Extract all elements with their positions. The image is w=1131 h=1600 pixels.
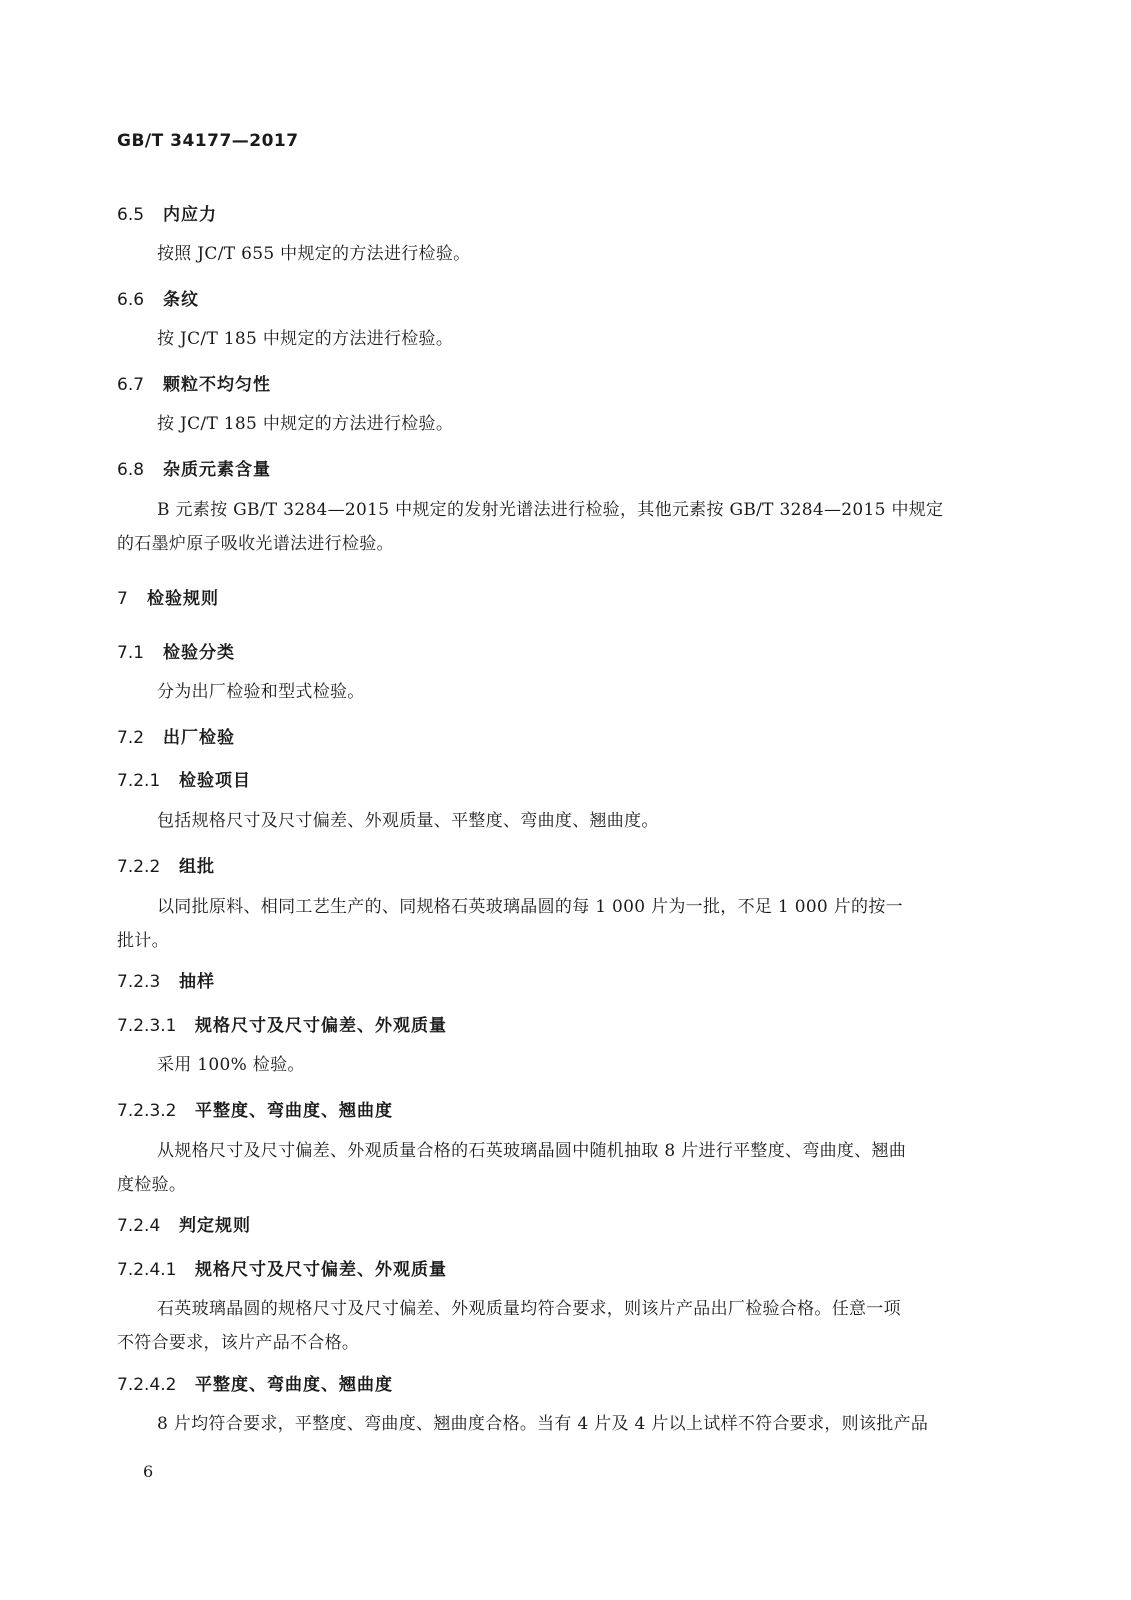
section-number: 7.2.1	[117, 771, 161, 791]
section-body-7-2-4-2	[117, 1407, 979, 1441]
section-title: 平整度、弯曲度、翘曲度	[195, 1375, 393, 1395]
body-line: 按 JC/T 185 中规定的方法进行检验。	[157, 329, 454, 349]
body-line: 度检验。	[117, 1175, 187, 1195]
section-title: 规格尺寸及尺寸偏差、外观质量	[195, 1260, 447, 1280]
body-line: 采用 100% 检验。	[157, 1055, 305, 1075]
section-heading-6-7	[117, 370, 271, 395]
section-heading-6-6	[117, 285, 199, 310]
section-title: 颗粒不均匀性	[163, 375, 271, 395]
section-number: 7.2.3.1	[117, 1016, 177, 1036]
standard-code: GB/T 34177—2017	[117, 131, 299, 151]
section-title: 检验项目	[179, 771, 251, 791]
section-body-6-8	[117, 493, 979, 561]
section-title: 杂质元素含量	[163, 460, 271, 480]
body-line: 以同批原料、相同工艺生产的、同规格石英玻璃晶圆的每 1 000 片为一批，不足 1 000 片的按一	[157, 897, 903, 917]
section-title: 条纹	[163, 290, 199, 310]
section-number: 6.6	[117, 290, 145, 310]
section-number: 7.2.2	[117, 857, 161, 877]
section-title: 检验规则	[147, 589, 219, 609]
section-heading-7-2-3	[117, 967, 215, 992]
section-body-6-6	[117, 322, 979, 356]
section-title: 出厂检验	[163, 728, 235, 748]
section-heading-7-2-1	[117, 766, 251, 791]
body-line: 批计。	[117, 931, 169, 951]
section-number: 7.2	[117, 728, 145, 748]
body-line: 按照 JC/T 655 中规定的方法进行检验。	[157, 244, 471, 264]
section-body-7-2-4-1	[117, 1292, 979, 1360]
section-number: 7	[117, 589, 128, 609]
section-body-7-2-3-2	[117, 1134, 979, 1202]
section-number: 7.2.4.1	[117, 1260, 177, 1280]
section-number: 7.2.3	[117, 972, 161, 992]
section-title: 规格尺寸及尺寸偏差、外观质量	[195, 1016, 447, 1036]
body-line: B 元素按 GB/T 3284—2015 中规定的发射光谱法进行检验，其他元素按 GB/T 3284—2015 中规定	[157, 500, 944, 520]
section-number: 7.2.4	[117, 1216, 161, 1236]
section-heading-7-2	[117, 723, 235, 748]
section-body-7-1	[117, 675, 979, 709]
section-heading-6-5	[117, 200, 217, 225]
body-line: 包括规格尺寸及尺寸偏差、外观质量、平整度、弯曲度、翘曲度。	[157, 811, 659, 831]
section-heading-7-2-2	[117, 852, 215, 877]
section-title: 内应力	[163, 205, 217, 225]
section-number: 7.1	[117, 643, 145, 663]
body-line: 的石墨炉原子吸收光谱法进行检验。	[117, 534, 394, 554]
section-body-7-2-1	[117, 804, 979, 838]
section-heading-7-2-4-2	[117, 1370, 393, 1395]
section-number: 6.7	[117, 375, 145, 395]
body-line: 按 JC/T 185 中规定的方法进行检验。	[157, 414, 454, 434]
body-line: 分为出厂检验和型式检验。	[157, 682, 365, 702]
body-line: 从规格尺寸及尺寸偏差、外观质量合格的石英玻璃晶圆中随机抽取 8 片进行平整度、弯曲度、翘曲	[157, 1141, 907, 1161]
section-heading-7-2-4	[117, 1211, 251, 1236]
section-body-7-2-3-1	[117, 1048, 979, 1082]
body-line: 8 片均符合要求，平整度、弯曲度、翘曲度合格。当有 4 片及 4 片以上试样不符合要求，则该批产品	[157, 1414, 929, 1434]
section-heading-7-2-3-2	[117, 1096, 393, 1121]
section-title: 组批	[179, 857, 215, 877]
body-line: 不符合要求，该片产品不合格。	[117, 1333, 360, 1353]
section-heading-6-8	[117, 455, 271, 480]
body-line: 石英玻璃晶圆的规格尺寸及尺寸偏差、外观质量均符合要求，则该片产品出厂检验合格。任意一项	[157, 1299, 901, 1319]
section-heading-7-1	[117, 638, 235, 663]
section-body-7-2-2	[117, 890, 979, 958]
section-number: 7.2.4.2	[117, 1375, 177, 1395]
section-title: 判定规则	[179, 1216, 251, 1236]
section-number: 7.2.3.2	[117, 1101, 177, 1121]
section-title: 检验分类	[163, 643, 235, 663]
section-body-6-5	[117, 237, 979, 271]
section-body-6-7	[117, 407, 979, 441]
section-number: 6.8	[117, 460, 145, 480]
section-title: 平整度、弯曲度、翘曲度	[195, 1101, 393, 1121]
section-heading-7-2-3-1	[117, 1011, 447, 1036]
section-number: 6.5	[117, 205, 145, 225]
section-title: 抽样	[179, 972, 215, 992]
section-heading-7-2-4-1	[117, 1255, 447, 1280]
section-heading-7	[117, 584, 219, 609]
page-number: 6	[143, 1462, 154, 1481]
